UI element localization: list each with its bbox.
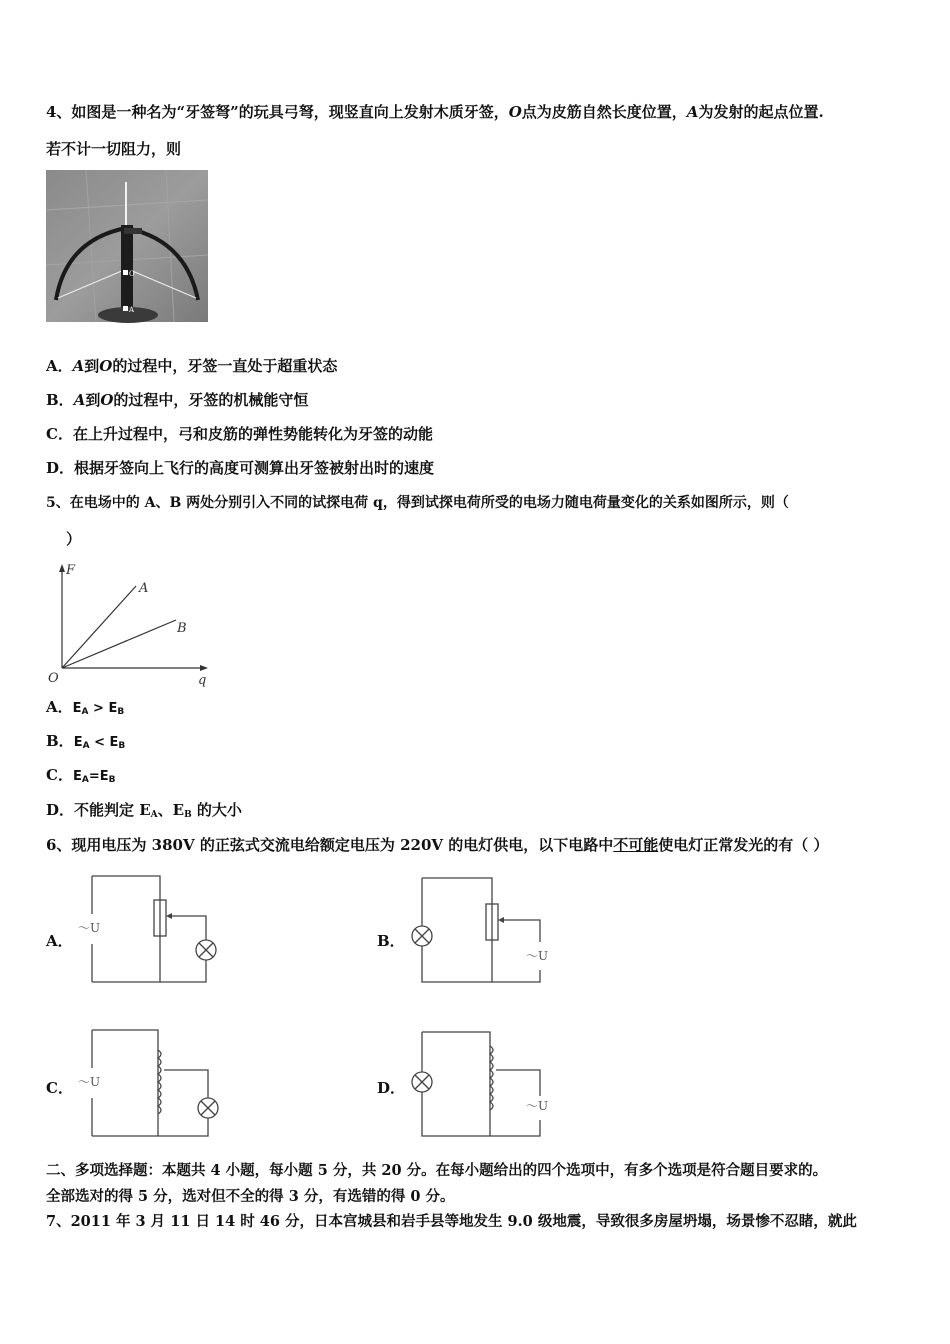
option-text: 到 bbox=[85, 391, 101, 409]
q6-stem-text: 使电灯正常发光的有（ ） bbox=[658, 836, 829, 854]
option-text: 、E bbox=[157, 801, 185, 819]
q6-stem bbox=[46, 835, 829, 855]
source-label: ～U bbox=[78, 1075, 101, 1089]
option-text: 不能判定 E bbox=[74, 801, 151, 819]
option-text: 的过程中，牙签一直处于超重状态 bbox=[112, 357, 338, 375]
q5-option-b bbox=[46, 731, 125, 756]
q4-option-d bbox=[46, 458, 434, 478]
photo-label-a: A bbox=[129, 306, 135, 314]
q4-stem-prefix: 4、如图是一种名为“牙签弩”的玩具弓弩，现竖直向上发射木质牙签， bbox=[46, 103, 509, 121]
q4-point-a: A bbox=[686, 103, 699, 121]
q7-stem: 7、2011 年 3 月 11 日 14 时 46 分，日本宫城县和岩手县等地发生 9.0 级地震，导致很多房屋坍塌，场景惨不忍睹，就此 bbox=[46, 1213, 857, 1230]
f-q-graph bbox=[44, 562, 214, 687]
option-text: B bbox=[117, 707, 125, 717]
option-text: < bbox=[89, 735, 110, 750]
q6-stem-text: 的电灯供电，以下电路中 bbox=[443, 836, 614, 854]
circuit-a bbox=[68, 870, 228, 990]
q5-stem-line2: ） bbox=[66, 530, 82, 548]
photo-label-o: O bbox=[129, 270, 135, 278]
line-label-a: A bbox=[139, 581, 149, 596]
option-label: A． bbox=[46, 357, 73, 375]
q5-option-d bbox=[46, 800, 242, 825]
q4-stem-line1 bbox=[46, 102, 824, 122]
option-text: B bbox=[108, 775, 116, 785]
axis-label-f: F bbox=[66, 563, 76, 578]
option-text: E bbox=[72, 701, 82, 716]
option-text: E bbox=[108, 701, 118, 716]
q4-stem-line2: 若不计一切阻力，则 bbox=[46, 140, 182, 158]
q4-point-o: O bbox=[508, 103, 522, 121]
q6-option-b-label: B． bbox=[377, 932, 405, 950]
option-text: A bbox=[73, 391, 86, 409]
option-text: E bbox=[99, 769, 109, 784]
line-b bbox=[62, 620, 176, 668]
option-text: O bbox=[100, 391, 114, 409]
q6-stem-text: 380V bbox=[151, 836, 195, 854]
option-text: A bbox=[82, 741, 90, 751]
option-label: A． bbox=[46, 698, 73, 716]
q4-stem-mid1: 点为皮筋自然长度位置， bbox=[521, 103, 687, 121]
option-text: = bbox=[88, 769, 100, 784]
line-a bbox=[62, 586, 136, 668]
circuit-b bbox=[400, 870, 560, 990]
source-label: ～U bbox=[526, 1099, 549, 1113]
line-label-b: B bbox=[177, 621, 187, 636]
q6-stem-text: 6、现用电压为 bbox=[46, 836, 152, 854]
option-text: A bbox=[81, 775, 89, 785]
source-label: ～U bbox=[78, 921, 101, 935]
q5-stem-line1: 5、在电场中的 A、B 两处分别引入不同的试探电荷 q，得到试探电荷所受的电场力随电荷量变化的关系如图所示，则（ bbox=[46, 495, 789, 511]
option-text: 到 bbox=[84, 357, 100, 375]
option-label: C． bbox=[46, 425, 73, 443]
option-text: A bbox=[81, 707, 89, 717]
option-text: E bbox=[72, 769, 82, 784]
toothpick-crossbow-photo bbox=[46, 170, 208, 322]
option-label: B． bbox=[46, 391, 74, 409]
option-text: E bbox=[109, 735, 119, 750]
origin-label: O bbox=[48, 671, 59, 686]
option-text: E bbox=[73, 735, 83, 750]
circuit-c bbox=[68, 1024, 228, 1144]
section2-line1: 二、多项选择题：本题共 4 小题，每小题 5 分，共 20 分。在每小题给出的四个选项中，有多个选项是符合题目要求的。 bbox=[46, 1162, 828, 1179]
q4-option-c bbox=[46, 424, 433, 444]
option-label: D． bbox=[46, 459, 75, 477]
option-text: A bbox=[150, 810, 158, 820]
source-label: ～U bbox=[526, 949, 549, 963]
option-text: O bbox=[99, 357, 113, 375]
q4-stem-mid2: 为发射的起点位置. bbox=[698, 103, 824, 121]
q4-option-b bbox=[46, 390, 308, 410]
q6-stem-underlined: 不可能 bbox=[613, 836, 659, 854]
q6-option-a-label: A． bbox=[46, 932, 73, 950]
q5-option-c bbox=[46, 765, 115, 790]
circuit-d bbox=[400, 1024, 560, 1144]
option-text: B bbox=[184, 810, 192, 820]
section2-line2: 全部选对的得 5 分，选对但不全的得 3 分，有选错的得 0 分。 bbox=[46, 1188, 455, 1205]
option-text: 的过程中，牙签的机械能守恒 bbox=[113, 391, 309, 409]
q6-stem-text: 220V bbox=[400, 836, 444, 854]
option-label: D． bbox=[46, 801, 75, 819]
q4-option-a bbox=[46, 356, 337, 376]
q6-stem-text: 的正弦式交流电给额定电压为 bbox=[194, 836, 401, 854]
option-label: B． bbox=[46, 732, 74, 750]
option-text: 的大小 bbox=[191, 801, 242, 819]
option-text: 在上升过程中，弓和皮筋的弹性势能转化为牙签的动能 bbox=[72, 425, 433, 443]
option-text: > bbox=[88, 701, 109, 716]
option-label: C． bbox=[46, 766, 73, 784]
q6-option-d-label: D． bbox=[377, 1079, 406, 1097]
q5-option-a bbox=[46, 697, 124, 722]
option-text: 根据牙签向上飞行的高度可测算出牙签被射出时的速度 bbox=[74, 459, 435, 477]
axis-label-q: q bbox=[198, 673, 207, 688]
option-text: B bbox=[118, 741, 126, 751]
q6-option-c-label: C． bbox=[46, 1079, 73, 1097]
option-text: A bbox=[72, 357, 85, 375]
